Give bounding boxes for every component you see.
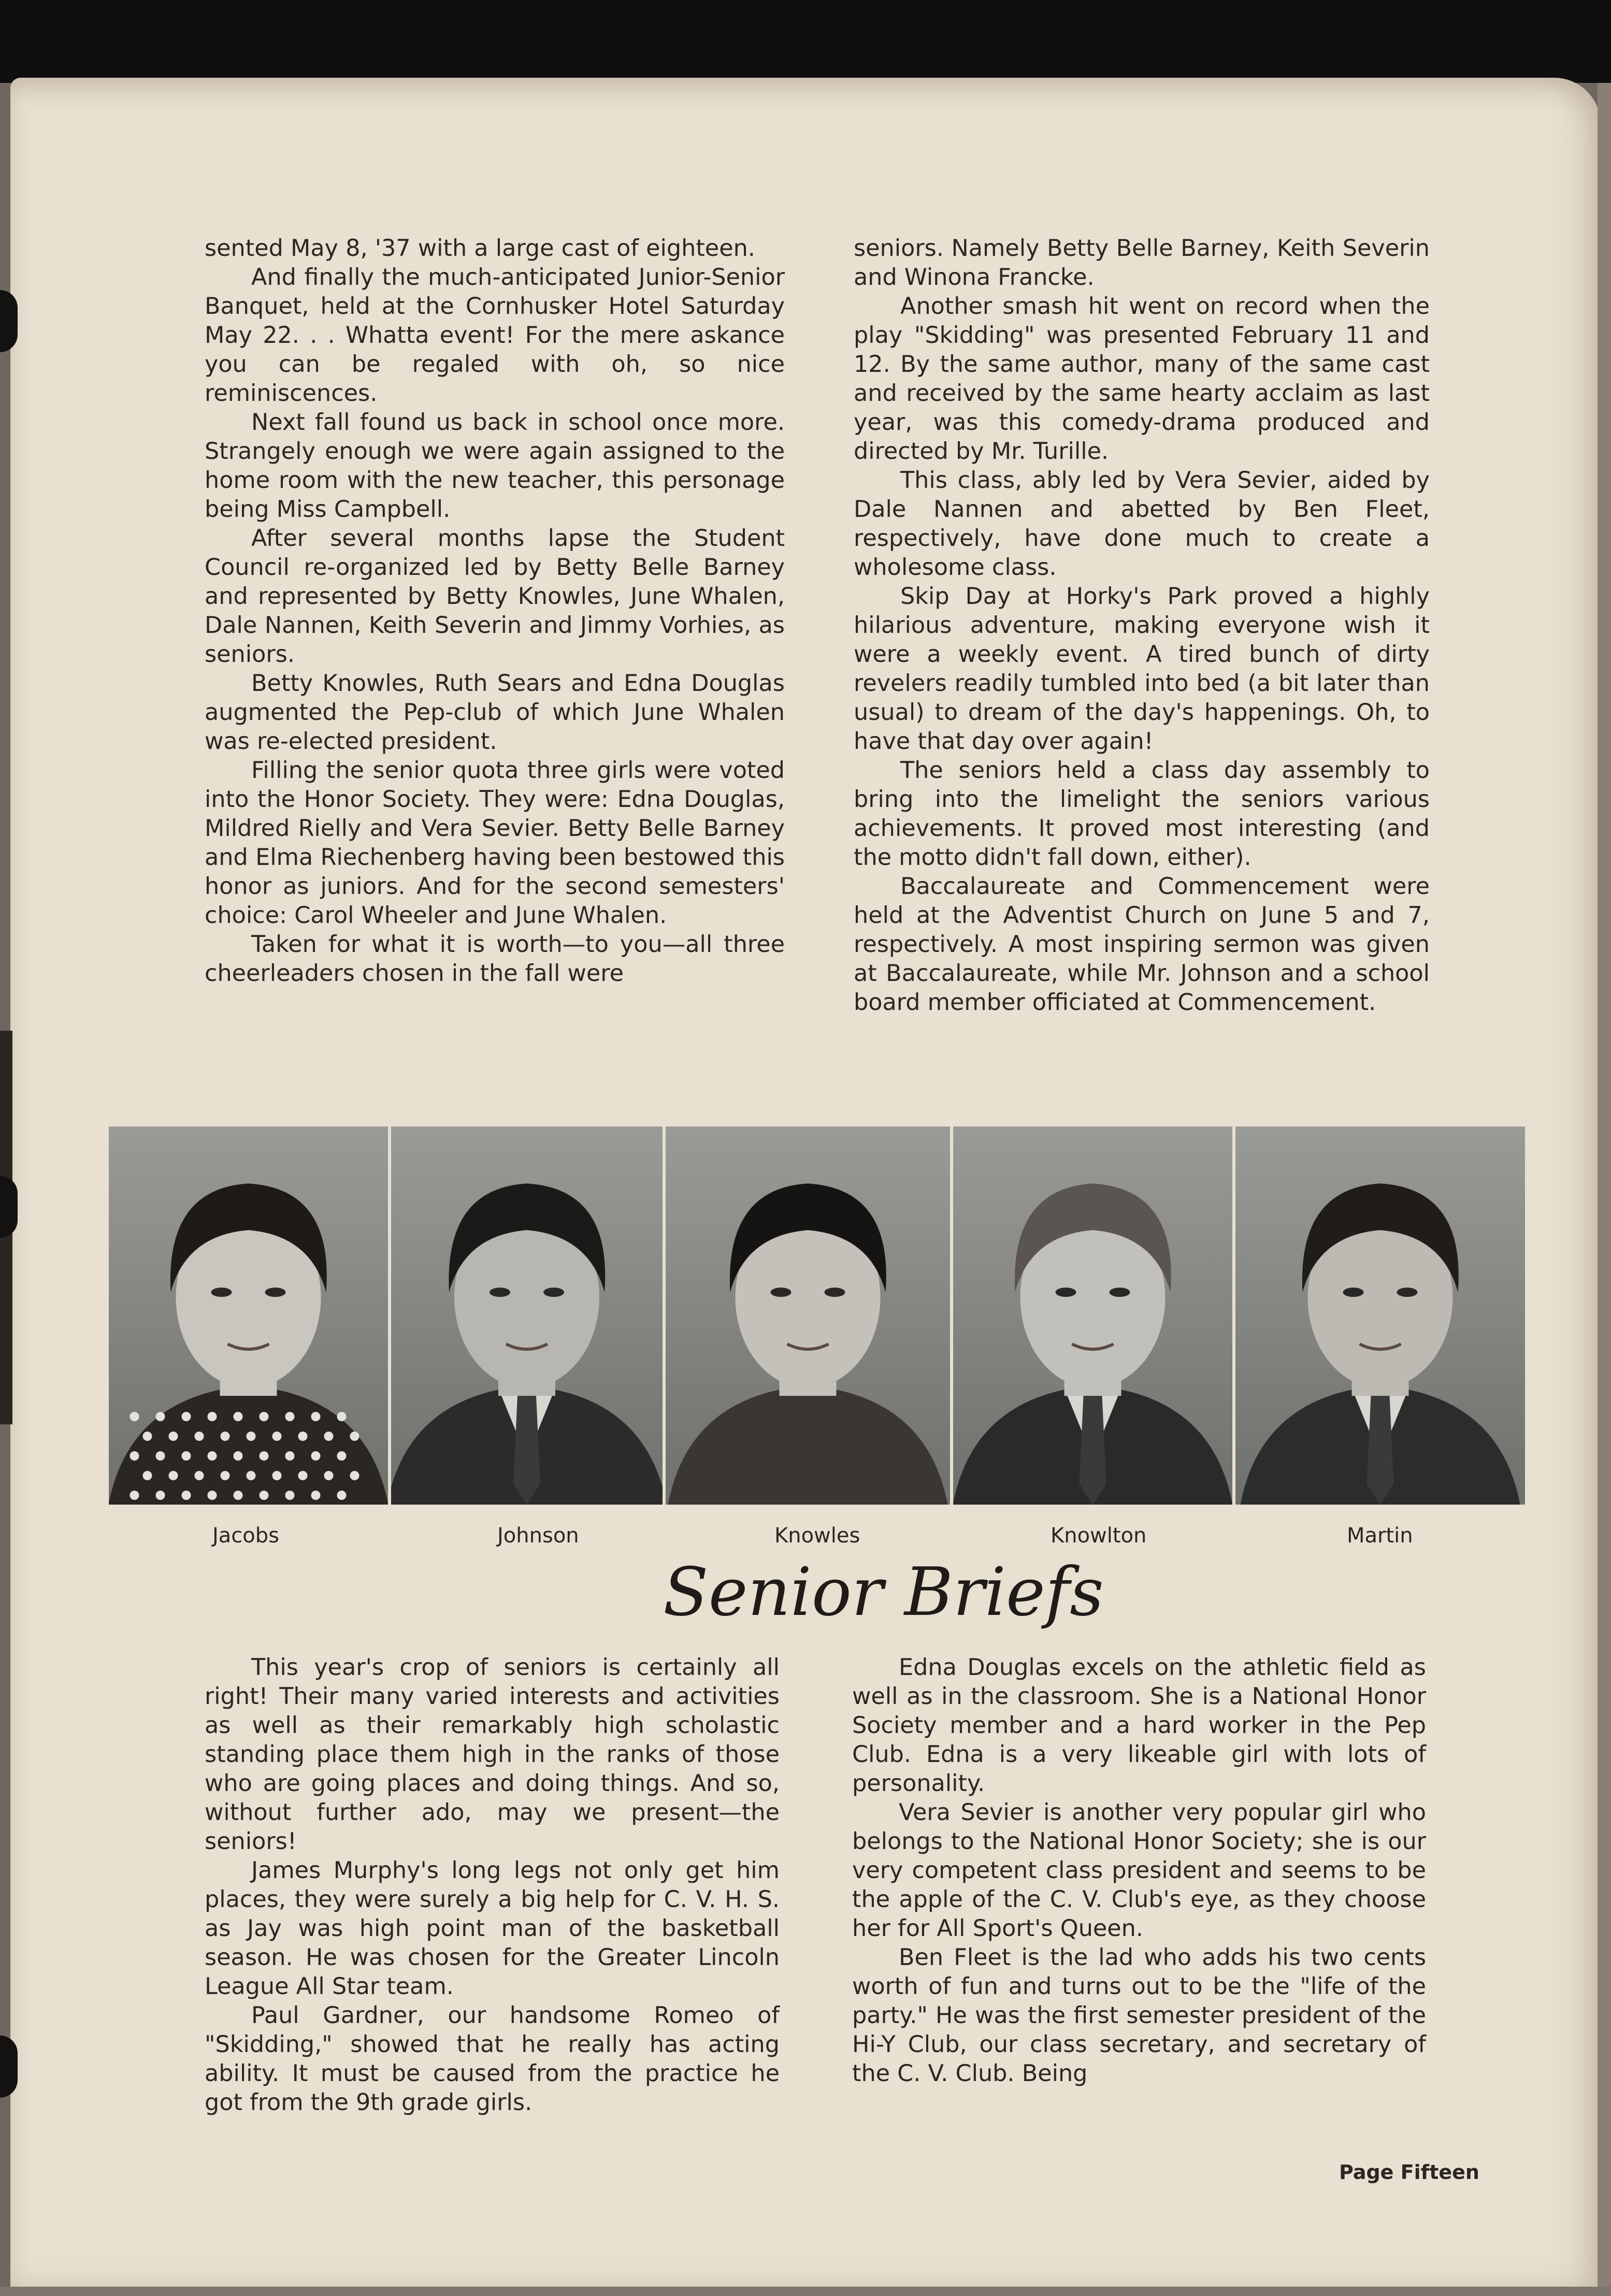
page-right-edge — [1598, 83, 1611, 2296]
portrait-eye — [543, 1288, 564, 1297]
dress-dot — [221, 1432, 230, 1441]
portrait-eye — [1110, 1288, 1130, 1297]
caption-knowlton: Knowlton — [1051, 1524, 1147, 1548]
dress-dot — [169, 1432, 178, 1441]
portrait-photo — [666, 1127, 950, 1505]
paragraph: This year's crop of seniors is certainly all right! Their many varied interests and activities as well as their remarkably high scholastic standing place them high in the ranks of those who are going places and doing things. And so, without further ado, may we present—the seniors! — [205, 1654, 780, 1855]
portrait-photo — [1235, 1127, 1525, 1505]
top-left-column — [205, 234, 785, 988]
dress-dot — [156, 1451, 165, 1461]
dress-dot — [130, 1451, 139, 1461]
dress-dot — [130, 1412, 139, 1421]
dress-dot — [169, 1471, 178, 1480]
binder-hole-bottom — [0, 2035, 18, 2098]
dress-dot — [298, 1432, 308, 1441]
dress-dot — [208, 1491, 217, 1500]
paragraph: After several months lapse the Student Council re-organized led by Betty Belle Barney and represented by Betty Knowles, June Whalen, Dale Nannen, Keith Severin and Jimmy Vorhies, as seniors. — [205, 525, 785, 668]
portrait-eye — [1343, 1288, 1364, 1297]
paragraph: Vera Sevier is another very popular girl who belongs to the National Honor Society; she is our very competent class president and seems to be the apple of the C. V. Club's eye, as they choose her for All Sport's Queen. — [852, 1799, 1426, 1942]
paragraph: Skip Day at Horky's Park proved a highly hilarious adventure, making everyone wish it were a weekly event. A tired bunch of dirty revelers readily tumbled into bed (a bit later than usual) to dream of the day's happenings. Oh, to have that day over again! — [854, 583, 1430, 755]
dress-dot — [260, 1451, 269, 1461]
dress-dot — [311, 1491, 321, 1500]
binder-hole-top — [0, 290, 18, 352]
portrait-eye — [490, 1288, 510, 1297]
caption-martin: Martin — [1347, 1524, 1413, 1548]
dress-dot — [130, 1491, 139, 1500]
portrait-strip — [109, 1127, 1528, 1505]
dress-dot — [195, 1432, 204, 1441]
paragraph: This class, ably led by Vera Sevier, aided by Dale Nannen and abetted by Ben Fleet, respectively, have done much to create a wholesome class. — [854, 467, 1430, 581]
paragraph: Baccalaureate and Commencement were held at the Adventist Church on June 5 and 7, respectively. A most inspiring sermon was given at Baccalaureate, while Mr. Johnson and a school board member officiated at Commencement. — [854, 873, 1430, 1016]
portrait-clothing — [668, 1385, 948, 1505]
paragraph: Ben Fleet is the lad who adds his two cents worth of fun and turns out to be the "life of the party." He was the first semester president of the Hi-Y Club, our class secretary, and secretary of the C. V. Club. Being — [852, 1944, 1426, 2087]
paragraph: Taken for what it is worth—to you—all three cheerleaders chosen in the fall were — [205, 931, 785, 987]
dress-dot — [208, 1412, 217, 1421]
necktie — [513, 1396, 540, 1505]
paragraph: Another smash hit went on record when the play "Skidding" was presented February 11 and 12. By the same author, many of the same cast and received by the same hearty acclaim as last year, was this comedy-drama produced and directed by Mr. Turille. — [854, 293, 1430, 465]
paragraph: Next fall found us back in school once more. Strangely enough we were again assigned to the home room with the new teacher, this personage being Miss Campbell. — [205, 409, 785, 523]
portrait-photo — [391, 1127, 663, 1505]
bottom-left-column — [205, 1653, 780, 2117]
bottom-right-column — [852, 1653, 1426, 2088]
dress-dot — [337, 1491, 347, 1500]
dress-dot — [285, 1451, 295, 1461]
portrait-photo — [109, 1127, 388, 1505]
portrait-photo — [953, 1127, 1232, 1505]
dress-dot — [272, 1432, 282, 1441]
paragraph: Betty Knowles, Ruth Sears and Edna Douglas augmented the Pep-club of which June Whalen was re-elected president. — [205, 670, 785, 755]
dress-dot — [208, 1451, 217, 1461]
portrait-eye — [771, 1288, 792, 1297]
paragraph: Paul Gardner, our handsome Romeo of "Skidding," showed that he really has acting ability. It must be caused from the practice he got from the 9th grade girls. — [205, 2002, 780, 2116]
caption-knowles: Knowles — [774, 1524, 860, 1548]
portrait-eye — [211, 1288, 232, 1297]
paragraph: seniors. Namely Betty Belle Barney, Keith Severin and Winona Francke. — [854, 235, 1430, 291]
scan-top-border — [0, 0, 1611, 83]
paragraph: sented May 8, '37 with a large cast of eighteen. — [205, 235, 755, 262]
caption-jacobs: Jacobs — [212, 1524, 280, 1548]
binder-hole-middle — [0, 1176, 18, 1238]
dress-dot — [221, 1471, 230, 1480]
paragraph: Filling the senior quota three girls were voted into the Honor Society. They were: Edna Douglas, Mildred Rielly and Vera Sevier. Betty Belle Barney and Elma Riechenberg having been bestowed this honor as juniors. And for the second semesters' choice: Carol Wheeler and June Whalen. — [205, 757, 785, 929]
dress-dot — [260, 1491, 269, 1500]
dress-dot — [247, 1432, 256, 1441]
dress-dot — [182, 1491, 191, 1500]
dress-dot — [156, 1491, 165, 1500]
dress-dot — [143, 1432, 152, 1441]
portrait-eye — [265, 1288, 286, 1297]
dress-dot — [285, 1412, 295, 1421]
page-number: Page Fifteen — [1339, 2161, 1479, 2184]
dress-dot — [234, 1451, 243, 1461]
paragraph: And finally the much-anticipated Junior-Senior Banquet, held at the Cornhusker Hotel Saturday May 22. . . Whatta event! For the mere askance you can be regaled with oh, so nice reminiscences. — [205, 264, 785, 407]
dress-dot — [234, 1412, 243, 1421]
paragraph: Edna Douglas excels on the athletic field as well as in the classroom. She is a National Honor Society member and a hard worker in the Pep Club. Edna is a very likeable girl with lots of personality. — [852, 1654, 1426, 1797]
dress-dot — [195, 1471, 204, 1480]
paragraph: The seniors held a class day assembly to bring into the limelight the seniors various achievements. It proved most interesting (and the motto didn't fall down, either). — [854, 757, 1430, 871]
dress-dot — [247, 1471, 256, 1480]
necktie — [1080, 1396, 1106, 1505]
dress-dot — [143, 1471, 152, 1480]
page-bottom-edge — [0, 2287, 1611, 2296]
dress-dot — [156, 1412, 165, 1421]
dress-dot — [260, 1412, 269, 1421]
portrait-eye — [825, 1288, 845, 1297]
dress-dot — [182, 1412, 191, 1421]
section-heading: Senior Briefs — [663, 1554, 1104, 1631]
dress-dot — [337, 1451, 347, 1461]
necktie — [1367, 1396, 1394, 1505]
dress-dot — [311, 1412, 321, 1421]
dress-dot — [272, 1471, 282, 1480]
dress-dot — [324, 1471, 334, 1480]
dress-dot — [234, 1491, 243, 1500]
paragraph: James Murphy's long legs not only get him places, they were surely a big help for C. V. H. S. as Jay was high point man of the basketball season. He was chosen for the Greater Lincoln League All Star team. — [205, 1857, 780, 2000]
caption-johnson: Johnson — [497, 1524, 579, 1548]
dress-dot — [350, 1432, 359, 1441]
dress-dot — [182, 1451, 191, 1461]
portrait-eye — [1397, 1288, 1418, 1297]
dress-dot — [337, 1412, 347, 1421]
dress-dot — [285, 1491, 295, 1500]
portrait-clothing — [109, 1385, 388, 1505]
dress-dot — [311, 1451, 321, 1461]
dress-dot — [350, 1471, 359, 1480]
dress-dot — [298, 1471, 308, 1480]
portrait-eye — [1056, 1288, 1076, 1297]
top-right-column — [854, 234, 1430, 1017]
dress-dot — [324, 1432, 334, 1441]
